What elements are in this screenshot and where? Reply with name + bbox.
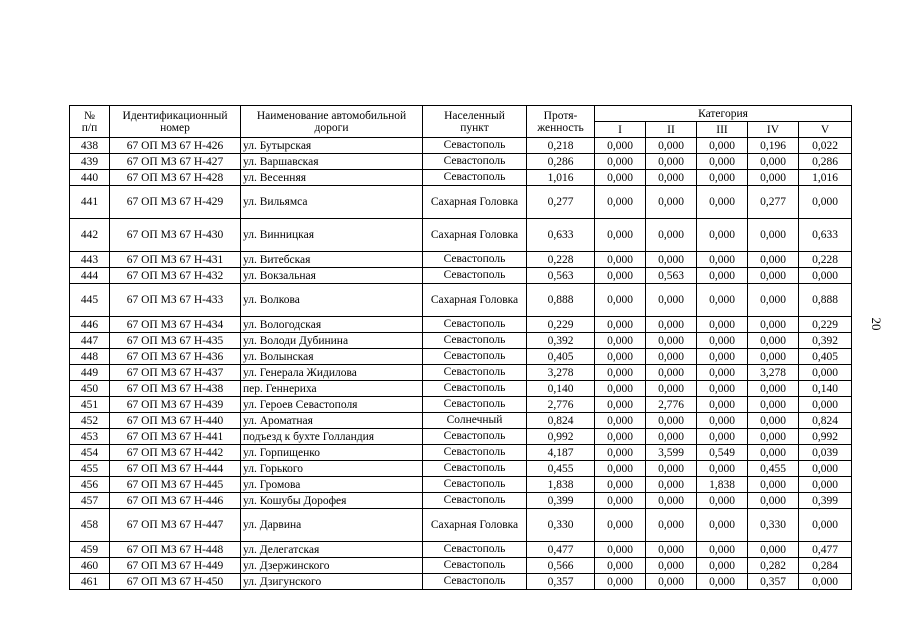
- road-id: 67 ОП МЗ 67 Н-449: [110, 558, 241, 574]
- category-4-value: 0,000: [748, 317, 799, 333]
- category-3-value: 0,000: [697, 333, 748, 349]
- road-id: 67 ОП МЗ 67 Н-444: [110, 461, 241, 477]
- town: Сахарная Головка: [423, 509, 527, 542]
- category-1-value: 0,000: [595, 477, 646, 493]
- category-3-value: 0,000: [697, 219, 748, 252]
- town: Севастополь: [423, 333, 527, 349]
- table-row: [70, 381, 852, 397]
- road-id: 67 ОП МЗ 67 Н-441: [110, 429, 241, 445]
- category-1-value: 0,000: [595, 381, 646, 397]
- table-row: [70, 509, 852, 542]
- length: 0,888: [527, 284, 595, 317]
- road-id: 67 ОП МЗ 67 Н-445: [110, 477, 241, 493]
- category-4-value: 0,196: [748, 138, 799, 154]
- category-4-value: 0,000: [748, 445, 799, 461]
- town: Севастополь: [423, 252, 527, 268]
- row-number: 444: [70, 268, 110, 284]
- row-number: 458: [70, 509, 110, 542]
- row-number: 454: [70, 445, 110, 461]
- category-3-value: 0,000: [697, 429, 748, 445]
- category-2-value: 0,000: [646, 365, 697, 381]
- category-5-value: 0,022: [799, 138, 852, 154]
- town: Севастополь: [423, 477, 527, 493]
- category-1-value: 0,000: [595, 445, 646, 461]
- category-5-value: 0,228: [799, 252, 852, 268]
- road-id: 67 ОП МЗ 67 Н-442: [110, 445, 241, 461]
- length: 1,838: [527, 477, 595, 493]
- length: 0,229: [527, 317, 595, 333]
- road-id: 67 ОП МЗ 67 Н-439: [110, 397, 241, 413]
- category-1-value: 0,000: [595, 493, 646, 509]
- category-3-value: 0,000: [697, 268, 748, 284]
- row-number: 449: [70, 365, 110, 381]
- category-5-value: 0,888: [799, 284, 852, 317]
- row-number: 460: [70, 558, 110, 574]
- road-name: ул. Генерала Жидилова: [241, 365, 423, 381]
- road-name: ул. Героев Севастополя: [241, 397, 423, 413]
- road-name: ул. Делегатская: [241, 542, 423, 558]
- road-id: 67 ОП МЗ 67 Н-436: [110, 349, 241, 365]
- length: 0,286: [527, 154, 595, 170]
- category-1-value: 0,000: [595, 219, 646, 252]
- category-2-value: 0,000: [646, 170, 697, 186]
- road-name: ул. Кошубы Дорофея: [241, 493, 423, 509]
- road-name: ул. Дзержинского: [241, 558, 423, 574]
- road-id: 67 ОП МЗ 67 Н-426: [110, 138, 241, 154]
- length: 0,824: [527, 413, 595, 429]
- table-row: [70, 317, 852, 333]
- row-number: 456: [70, 477, 110, 493]
- header-cat-1: I: [595, 122, 646, 138]
- category-2-value: 0,000: [646, 509, 697, 542]
- category-1-value: 0,000: [595, 284, 646, 317]
- category-4-value: 3,278: [748, 365, 799, 381]
- road-name: ул. Волкова: [241, 284, 423, 317]
- category-4-value: 0,000: [748, 413, 799, 429]
- category-1-value: 0,000: [595, 461, 646, 477]
- category-3-value: 0,000: [697, 349, 748, 365]
- category-4-value: 0,357: [748, 574, 799, 590]
- row-number: 457: [70, 493, 110, 509]
- table-row: [70, 284, 852, 317]
- table-row: [70, 445, 852, 461]
- length: 0,566: [527, 558, 595, 574]
- table-row: [70, 349, 852, 365]
- category-3-value: 0,000: [697, 170, 748, 186]
- category-3-value: 0,000: [697, 252, 748, 268]
- category-3-value: 0,000: [697, 558, 748, 574]
- table-header: [70, 106, 852, 138]
- category-2-value: 0,000: [646, 574, 697, 590]
- table-row: [70, 461, 852, 477]
- category-2-value: 0,000: [646, 333, 697, 349]
- table-row: [70, 219, 852, 252]
- category-3-value: 0,000: [697, 317, 748, 333]
- table-row: [70, 397, 852, 413]
- category-5-value: 0,000: [799, 509, 852, 542]
- category-4-value: 0,000: [748, 429, 799, 445]
- road-id: 67 ОП МЗ 67 Н-431: [110, 252, 241, 268]
- roads-table: [69, 105, 852, 590]
- header-num: № п/п: [70, 106, 110, 138]
- header-town: Населенный пункт: [423, 106, 527, 138]
- category-4-value: 0,000: [748, 381, 799, 397]
- town: Севастополь: [423, 429, 527, 445]
- length: 4,187: [527, 445, 595, 461]
- road-id: 67 ОП МЗ 67 Н-438: [110, 381, 241, 397]
- road-id: 67 ОП МЗ 67 Н-427: [110, 154, 241, 170]
- category-2-value: 0,000: [646, 252, 697, 268]
- header-cat-5: V: [799, 122, 852, 138]
- town: Севастополь: [423, 138, 527, 154]
- category-3-value: 0,000: [697, 509, 748, 542]
- road-id: 67 ОП МЗ 67 Н-430: [110, 219, 241, 252]
- road-name: ул. Дзигунского: [241, 574, 423, 590]
- road-name: ул. Володи Дубинина: [241, 333, 423, 349]
- category-5-value: 0,000: [799, 477, 852, 493]
- road-name: ул. Бутырская: [241, 138, 423, 154]
- table-row: [70, 333, 852, 349]
- town: Севастополь: [423, 461, 527, 477]
- category-3-value: 0,000: [697, 574, 748, 590]
- category-5-value: 0,824: [799, 413, 852, 429]
- header-cat-4: IV: [748, 122, 799, 138]
- category-1-value: 0,000: [595, 509, 646, 542]
- category-1-value: 0,000: [595, 333, 646, 349]
- row-number: 441: [70, 186, 110, 219]
- category-3-value: 0,000: [697, 542, 748, 558]
- row-number: 455: [70, 461, 110, 477]
- category-4-value: 0,000: [748, 284, 799, 317]
- category-2-value: 0,000: [646, 381, 697, 397]
- length: 0,277: [527, 186, 595, 219]
- category-4-value: 0,000: [748, 397, 799, 413]
- length: 2,776: [527, 397, 595, 413]
- road-name: ул. Дарвина: [241, 509, 423, 542]
- road-id: 67 ОП МЗ 67 Н-450: [110, 574, 241, 590]
- category-2-value: 0,000: [646, 413, 697, 429]
- category-1-value: 0,000: [595, 154, 646, 170]
- length: 0,633: [527, 219, 595, 252]
- road-name: ул. Витебская: [241, 252, 423, 268]
- town: Сахарная Головка: [423, 284, 527, 317]
- road-name: ул. Вологодская: [241, 317, 423, 333]
- table-row: [70, 574, 852, 590]
- length: 0,477: [527, 542, 595, 558]
- row-number: 448: [70, 349, 110, 365]
- length: 0,392: [527, 333, 595, 349]
- category-5-value: 0,284: [799, 558, 852, 574]
- category-5-value: 0,286: [799, 154, 852, 170]
- length: 0,140: [527, 381, 595, 397]
- category-4-value: 0,277: [748, 186, 799, 219]
- town: Севастополь: [423, 445, 527, 461]
- road-name: подъезд к бухте Голландия: [241, 429, 423, 445]
- town: Севастополь: [423, 349, 527, 365]
- road-id: 67 ОП МЗ 67 Н-448: [110, 542, 241, 558]
- category-2-value: 0,000: [646, 429, 697, 445]
- length: 0,330: [527, 509, 595, 542]
- road-id: 67 ОП МЗ 67 Н-437: [110, 365, 241, 381]
- town: Севастополь: [423, 493, 527, 509]
- road-name: ул. Горпищенко: [241, 445, 423, 461]
- town: Севастополь: [423, 268, 527, 284]
- category-5-value: 0,000: [799, 186, 852, 219]
- category-2-value: 0,000: [646, 558, 697, 574]
- town: Севастополь: [423, 381, 527, 397]
- row-number: 452: [70, 413, 110, 429]
- table-row: [70, 138, 852, 154]
- road-id: 67 ОП МЗ 67 Н-446: [110, 493, 241, 509]
- row-number: 445: [70, 284, 110, 317]
- category-4-value: 0,282: [748, 558, 799, 574]
- category-2-value: 0,000: [646, 219, 697, 252]
- length: 0,399: [527, 493, 595, 509]
- category-3-value: 0,000: [697, 365, 748, 381]
- town: Севастополь: [423, 574, 527, 590]
- road-name: ул. Горького: [241, 461, 423, 477]
- town: Севастополь: [423, 170, 527, 186]
- table-row: [70, 252, 852, 268]
- category-2-value: 0,000: [646, 154, 697, 170]
- category-3-value: 1,838: [697, 477, 748, 493]
- category-5-value: 0,039: [799, 445, 852, 461]
- category-1-value: 0,000: [595, 397, 646, 413]
- category-3-value: 0,000: [697, 186, 748, 219]
- table-row: [70, 365, 852, 381]
- row-number: 446: [70, 317, 110, 333]
- category-3-value: 0,000: [697, 381, 748, 397]
- row-number: 461: [70, 574, 110, 590]
- road-id: 67 ОП МЗ 67 Н-435: [110, 333, 241, 349]
- header-length: Протя- женность: [527, 106, 595, 138]
- category-5-value: 0,633: [799, 219, 852, 252]
- category-1-value: 0,000: [595, 349, 646, 365]
- row-number: 447: [70, 333, 110, 349]
- category-4-value: 0,000: [748, 493, 799, 509]
- category-2-value: 0,000: [646, 317, 697, 333]
- table-row: [70, 154, 852, 170]
- header-cat-3: III: [697, 122, 748, 138]
- header-cat-2: II: [646, 122, 697, 138]
- category-2-value: 0,000: [646, 349, 697, 365]
- category-2-value: 3,599: [646, 445, 697, 461]
- table-row: [70, 170, 852, 186]
- road-id: 67 ОП МЗ 67 Н-428: [110, 170, 241, 186]
- town: Севастополь: [423, 542, 527, 558]
- category-5-value: 0,477: [799, 542, 852, 558]
- category-2-value: 0,000: [646, 493, 697, 509]
- road-name: ул. Ароматная: [241, 413, 423, 429]
- category-4-value: 0,000: [748, 252, 799, 268]
- category-2-value: 0,000: [646, 284, 697, 317]
- road-id: 67 ОП МЗ 67 Н-440: [110, 413, 241, 429]
- category-5-value: 0,000: [799, 574, 852, 590]
- row-number: 442: [70, 219, 110, 252]
- length: 0,992: [527, 429, 595, 445]
- category-4-value: 0,000: [748, 349, 799, 365]
- table-row: [70, 186, 852, 219]
- road-name: ул. Винницкая: [241, 219, 423, 252]
- length: 0,357: [527, 574, 595, 590]
- category-3-value: 0,000: [697, 461, 748, 477]
- table-row: [70, 558, 852, 574]
- category-2-value: 0,563: [646, 268, 697, 284]
- row-number: 438: [70, 138, 110, 154]
- category-5-value: 1,016: [799, 170, 852, 186]
- category-2-value: 0,000: [646, 186, 697, 219]
- category-5-value: 0,992: [799, 429, 852, 445]
- length: 0,455: [527, 461, 595, 477]
- road-name: ул. Варшавская: [241, 154, 423, 170]
- row-number: 451: [70, 397, 110, 413]
- category-1-value: 0,000: [595, 268, 646, 284]
- category-3-value: 0,000: [697, 397, 748, 413]
- header-category: Категория: [595, 106, 852, 122]
- category-1-value: 0,000: [595, 429, 646, 445]
- town: Сахарная Головка: [423, 219, 527, 252]
- row-number: 439: [70, 154, 110, 170]
- table-row: [70, 477, 852, 493]
- category-1-value: 0,000: [595, 138, 646, 154]
- category-2-value: 2,776: [646, 397, 697, 413]
- category-4-value: 0,000: [748, 542, 799, 558]
- road-id: 67 ОП МЗ 67 Н-429: [110, 186, 241, 219]
- category-1-value: 0,000: [595, 170, 646, 186]
- category-4-value: 0,455: [748, 461, 799, 477]
- road-name: ул. Волынская: [241, 349, 423, 365]
- category-1-value: 0,000: [595, 413, 646, 429]
- road-id: 67 ОП МЗ 67 Н-433: [110, 284, 241, 317]
- category-4-value: 0,000: [748, 219, 799, 252]
- road-name: пер. Геннериха: [241, 381, 423, 397]
- category-1-value: 0,000: [595, 574, 646, 590]
- category-5-value: 0,000: [799, 268, 852, 284]
- road-name: ул. Вильямса: [241, 186, 423, 219]
- category-5-value: 0,229: [799, 317, 852, 333]
- page-number: 20: [869, 317, 884, 331]
- table-row: [70, 542, 852, 558]
- road-id: 67 ОП МЗ 67 Н-434: [110, 317, 241, 333]
- category-5-value: 0,000: [799, 397, 852, 413]
- category-2-value: 0,000: [646, 138, 697, 154]
- town: Севастополь: [423, 558, 527, 574]
- category-3-value: 0,000: [697, 284, 748, 317]
- category-1-value: 0,000: [595, 542, 646, 558]
- row-number: 450: [70, 381, 110, 397]
- category-5-value: 0,140: [799, 381, 852, 397]
- table-row: [70, 413, 852, 429]
- row-number: 443: [70, 252, 110, 268]
- category-4-value: 0,000: [748, 477, 799, 493]
- header-road-name: Наименование автомобильной дороги: [241, 106, 423, 138]
- category-5-value: 0,399: [799, 493, 852, 509]
- length: 0,218: [527, 138, 595, 154]
- road-name: ул. Весенняя: [241, 170, 423, 186]
- category-3-value: 0,000: [697, 154, 748, 170]
- category-5-value: 0,405: [799, 349, 852, 365]
- length: 0,228: [527, 252, 595, 268]
- category-3-value: 0,000: [697, 138, 748, 154]
- category-3-value: 0,000: [697, 413, 748, 429]
- town: Солнечный: [423, 413, 527, 429]
- town: Севастополь: [423, 397, 527, 413]
- table-row: [70, 268, 852, 284]
- category-1-value: 0,000: [595, 317, 646, 333]
- category-3-value: 0,000: [697, 493, 748, 509]
- road-name: ул. Громова: [241, 477, 423, 493]
- row-number: 440: [70, 170, 110, 186]
- row-number: 453: [70, 429, 110, 445]
- category-2-value: 0,000: [646, 461, 697, 477]
- category-1-value: 0,000: [595, 252, 646, 268]
- category-5-value: 0,392: [799, 333, 852, 349]
- category-1-value: 0,000: [595, 558, 646, 574]
- road-id: 67 ОП МЗ 67 Н-447: [110, 509, 241, 542]
- category-1-value: 0,000: [595, 186, 646, 219]
- category-4-value: 0,000: [748, 333, 799, 349]
- category-5-value: 0,000: [799, 365, 852, 381]
- town: Севастополь: [423, 154, 527, 170]
- header-id: Идентификационный номер: [110, 106, 241, 138]
- category-5-value: 0,000: [799, 461, 852, 477]
- category-1-value: 0,000: [595, 365, 646, 381]
- category-3-value: 0,549: [697, 445, 748, 461]
- length: 0,563: [527, 268, 595, 284]
- town: Севастополь: [423, 365, 527, 381]
- town: Севастополь: [423, 317, 527, 333]
- table-row: [70, 493, 852, 509]
- category-4-value: 0,000: [748, 170, 799, 186]
- length: 1,016: [527, 170, 595, 186]
- category-4-value: 0,330: [748, 509, 799, 542]
- category-2-value: 0,000: [646, 542, 697, 558]
- road-name: ул. Вокзальная: [241, 268, 423, 284]
- town: Сахарная Головка: [423, 186, 527, 219]
- length: 0,405: [527, 349, 595, 365]
- category-4-value: 0,000: [748, 268, 799, 284]
- road-id: 67 ОП МЗ 67 Н-432: [110, 268, 241, 284]
- category-2-value: 0,000: [646, 477, 697, 493]
- table-body: [70, 138, 852, 590]
- row-number: 459: [70, 542, 110, 558]
- table-row: [70, 429, 852, 445]
- length: 3,278: [527, 365, 595, 381]
- category-4-value: 0,000: [748, 154, 799, 170]
